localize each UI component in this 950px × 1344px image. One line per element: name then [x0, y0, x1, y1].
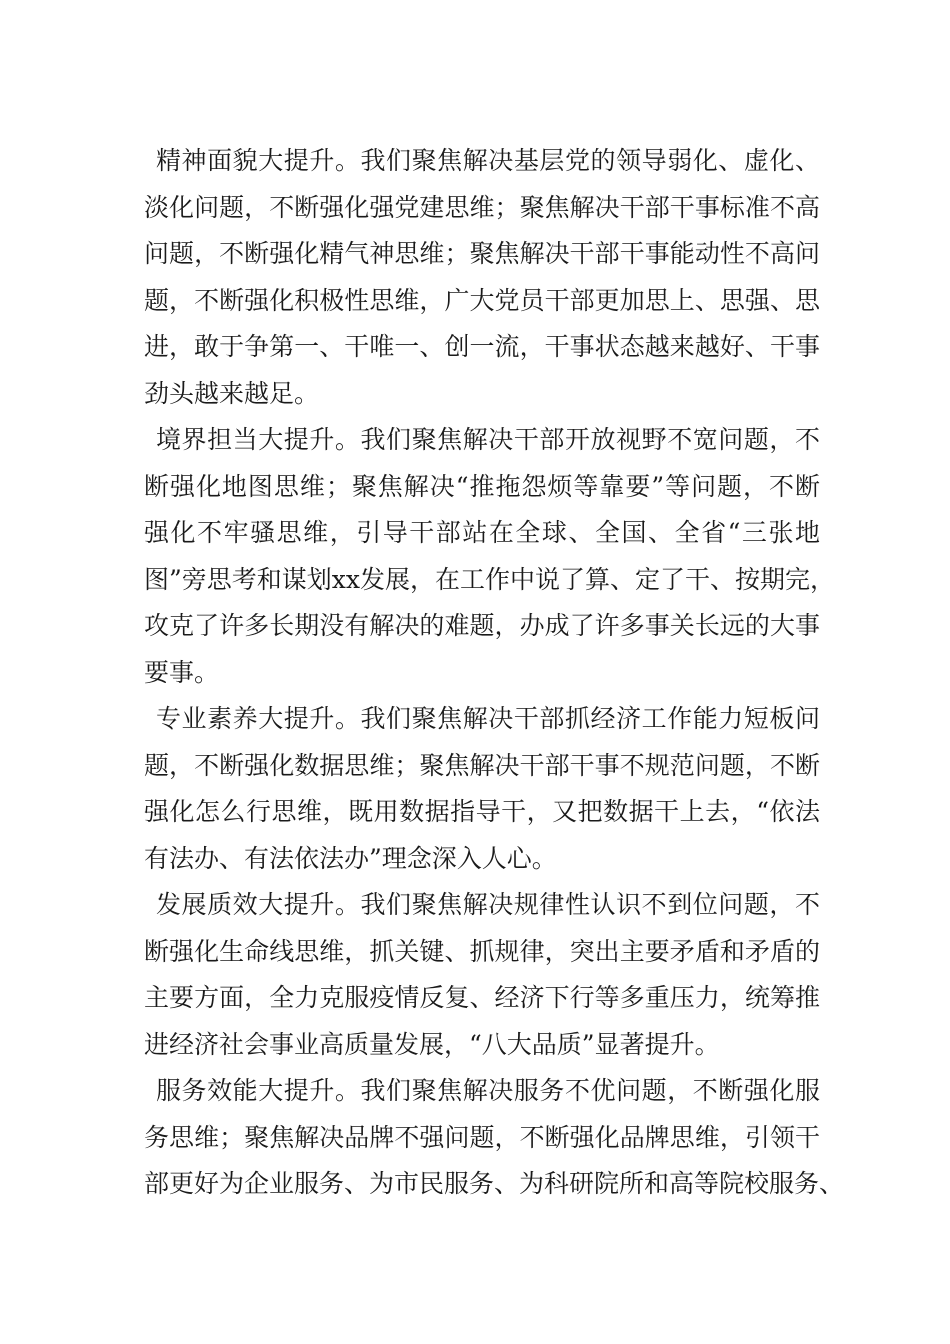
text-line: 要事。	[144, 657, 220, 687]
text-line: 淡化问题，不断强化强党建思维；聚焦解决干部干事标准不高	[144, 192, 820, 222]
text-line: 专业素养大提升。我们聚焦解决干部抓经济工作能力短板问	[156, 704, 820, 733]
document-body	[144, 138, 845, 1208]
text-line: 劲头越来越足。	[144, 378, 320, 408]
text-line: 问题，不断强化精气神思维；聚焦解决干部干事能动性不高问	[144, 239, 820, 268]
text-line: 境界担当大提升。我们聚焦解决干部开放视野不宽问题，不	[156, 425, 820, 454]
text-line: 发展质效大提升。我们聚焦解决规律性认识不到位问题，不	[156, 890, 820, 919]
text-line: 断强化生命线思维，抓关键、抓规律，突出主要矛盾和矛盾的	[144, 936, 820, 966]
text-line: 攻克了许多长期没有解决的难题，办成了许多事关长远的大事	[144, 611, 820, 640]
text-line: 有法办、有法依法办”理念深入人心。	[144, 843, 557, 873]
text-line: 断强化地图思维；聚焦解决“推拖怨烦等靠要”等问题，不断	[144, 471, 820, 501]
text-line: 部更好为企业服务、为市民服务、为科研院所和高等院校服务、	[144, 1169, 845, 1198]
text-line: 强化怎么行思维，既用数据指导干，又把数据干上去，“依法	[144, 797, 820, 826]
paragraph-responsibility	[144, 417, 836, 696]
text-line: 精神面貌大提升。我们聚焦解决基层党的领导弱化、虚化、	[156, 146, 820, 175]
paragraph-development	[144, 882, 836, 1068]
text-line: 进经济社会事业高质量发展，“八大品质”显著提升。	[144, 1029, 720, 1059]
text-line: 图”旁思考和谋划xx发展，在工作中说了算、定了干、按期完，	[144, 564, 835, 594]
paragraph-spirit	[144, 138, 836, 417]
text-line: 题，不断强化积极性思维，广大党员干部更加思上、思强、思	[144, 285, 820, 315]
paragraph-service	[144, 1068, 845, 1208]
text-line: 务思维；聚焦解决品牌不强问题，不断强化品牌思维，引领干	[144, 1122, 820, 1152]
text-line: 主要方面，全力克服疫情反复、经济下行等多重压力，统筹推	[144, 983, 820, 1012]
paragraph-professional	[144, 696, 836, 882]
text-line: 进，敢于争第一、干唯一、创一流，干事状态越来越好、干事	[144, 332, 820, 361]
text-line: 题，不断强化数据思维；聚焦解决干部干事不规范问题，不断	[144, 750, 820, 780]
text-line: 服务效能大提升。我们聚焦解决服务不优问题，不断强化服	[156, 1076, 820, 1105]
text-line: 强化不牢骚思维，引导干部站在全球、全国、全省“三张地	[144, 518, 820, 547]
